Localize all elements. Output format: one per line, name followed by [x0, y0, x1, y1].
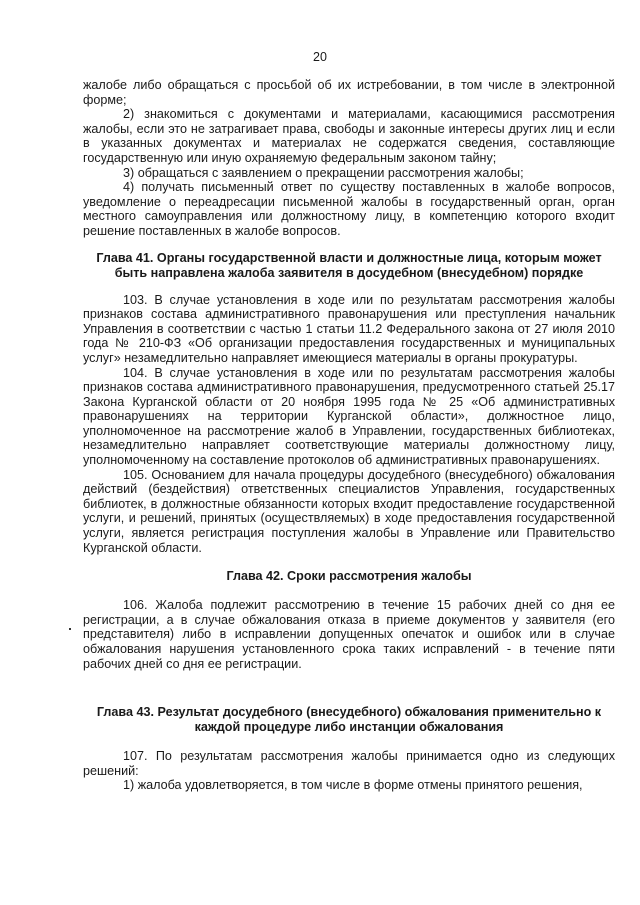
- paragraph-106: 106. Жалоба подлежит рассмотрению в течение 15 рабочих дней со дня ее регистрации, а в случае обжалования отказа в приеме документов у заявителя (его представителя) либо в исправлении допущенных опечаток и ошибок или в случае обжалования нарушения установленного срока таких исправлений - в течение пяти рабочих дней со дня ее регистрации.: [83, 598, 615, 671]
- page-number: 20: [313, 50, 327, 64]
- paragraph-right-4: 4) получать письменный ответ по существу поставленных в жалобе вопросов, уведомление о переадресации письменной жалобы в государственный орган, орган местного самоуправления или должностному лицу, в компетенцию которого входит решение поставленных в жалобе вопросов.: [83, 180, 615, 238]
- page-content: [83, 78, 615, 793]
- chapter-41-heading: Глава 41. Органы государственной власти и должностные лица, которым может быть направлена жалоба заявителя в досудебном (внесудебном) порядке: [96, 250, 602, 280]
- paragraph-107-item-1: 1) жалоба удовлетворяется, в том числе в форме отмены принятого решения,: [123, 778, 583, 793]
- chapter-43-heading: Глава 43. Результат досудебного (внесудебного) обжалования применительно к каждой процедуре либо инстанции обжалования: [96, 705, 602, 735]
- paragraph-104: 104. В случае установления в ходе или по результатам рассмотрения жалобы признаков состава административного правонарушения, предусмотренного статьей 25.17 Закона Курганской области от 20 ноября 1995 года № 25 «Об административных правонарушениях на территории Курганской области», должностное лицо, уполномоченное на рассмотрение жалоб в Управлении, государственных библиотеках, незамедлительно направляет соответствующие материалы должностному лицу, уполномоченному на составление протоколов об административных правонарушениях.: [83, 365, 615, 468]
- paragraph-105: 105. Основанием для начала процедуры досудебного (внесудебного) обжалования действий (бездействия) ответственных специалистов Управления, государственных библиотек, в должностные обязанности которых входит предоставление государственной услуги, и решений, принятых (осуществляемых) в ходе предоставления государственной услуги, является регистрация поступления жалобы в Управление или Правительство Курганской области.: [83, 467, 615, 555]
- paragraph-103: 103. В случае установления в ходе или по результатам рассмотрения жалобы признаков состава административного правонарушения или преступления начальник Управления в соответствии с частью 1 статьи 11.2 Федерального закона от 27 июля 2010 года № 210-ФЗ «Об организации предоставления государственных и муниципальных услуг» незамедлительно направляет имеющиеся материалы в органы прокуратуры.: [83, 292, 615, 365]
- paragraph-continuation: жалобе либо обращаться с просьбой об их истребовании, в том числе в электронной форме;: [83, 78, 615, 107]
- scan-artifact-dot: [69, 628, 71, 630]
- paragraph-right-2: 2) знакомиться с документами и материалами, касающимися рассмотрения жалобы, если это не затрагивает права, свободы и законные интересы других лиц и если в указанных документах и материалах не содержатся сведения, составляющие государственную или иную охраняемую федеральным законом тайну;: [83, 107, 615, 165]
- chapter-42-heading: Глава 42. Сроки рассмотрения жалобы: [226, 569, 472, 584]
- paragraph-107: 107. По результатам рассмотрения жалобы принимается одно из следующих решений:: [83, 749, 615, 778]
- paragraph-right-3: 3) обращаться с заявлением о прекращении рассмотрения жалобы;: [123, 165, 524, 180]
